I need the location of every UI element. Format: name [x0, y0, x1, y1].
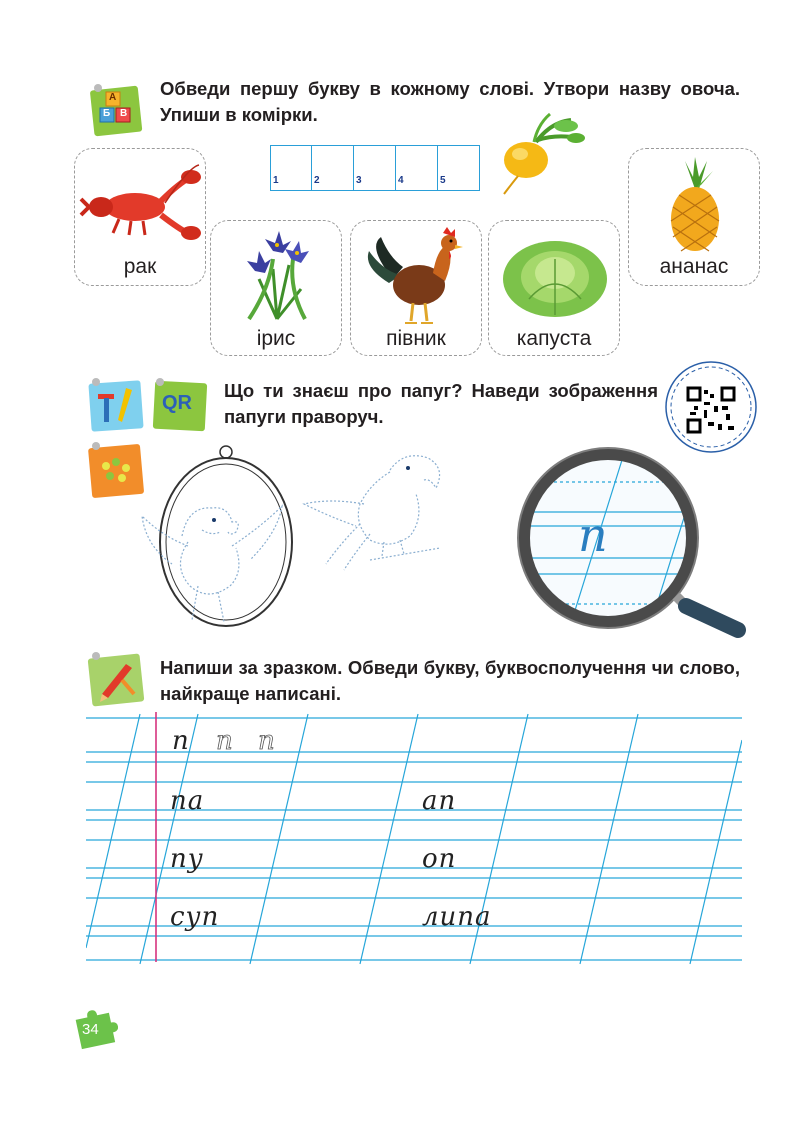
- answer-cell-3[interactable]: [354, 145, 396, 191]
- row3-right: оп: [422, 844, 457, 874]
- brush-pencil-icon: [86, 376, 146, 432]
- answer-cell-4[interactable]: [396, 145, 438, 191]
- magnifier: [512, 440, 752, 640]
- cell-number: 4: [398, 175, 404, 186]
- task1-icon: [86, 80, 146, 138]
- answer-cell-5[interactable]: [438, 145, 480, 191]
- row4-left: суп: [170, 902, 220, 932]
- card-label-iris: ірис: [256, 327, 296, 350]
- card-rooster: [350, 220, 482, 356]
- copybook-lines[interactable]: [86, 712, 742, 968]
- dotted-parrot-tracing: [300, 444, 450, 574]
- task3-instruction: Напиши за зразком. Обведи букву, буквосполучення чи слово, найкраще написані.: [160, 657, 740, 704]
- cell-number: 1: [273, 175, 279, 186]
- card-label-crayfish: рак: [123, 255, 157, 278]
- cell-number: 2: [314, 175, 320, 186]
- page-number: 34: [82, 1021, 99, 1038]
- cabbage-picture: [499, 229, 611, 321]
- task2-instruction: Що ти знаєш про папуг? Наведи зображення папуги праворуч.: [224, 380, 658, 427]
- row2-right: ап: [422, 786, 457, 816]
- answer-cells: [270, 145, 482, 191]
- task1-instruction: Обведи першу букву в кожному слові. Утвори назву овоча. Упиши в комірки.: [160, 78, 740, 125]
- answer-cell-1[interactable]: [270, 145, 312, 191]
- answer-cell-2[interactable]: [312, 145, 354, 191]
- framed-parrot-tracing: [132, 436, 302, 632]
- page-number-badge: [72, 1008, 118, 1050]
- rooster-picture: [363, 227, 471, 327]
- qr-badge-label: QR: [162, 392, 192, 414]
- row3-left: пу: [170, 844, 204, 874]
- pencil-note-icon: [86, 650, 146, 708]
- block-letter-a: А: [109, 92, 117, 103]
- card-cabbage: [488, 220, 620, 356]
- card-pineapple: [628, 148, 760, 286]
- iris-picture: [229, 229, 325, 321]
- card-iris: [210, 220, 342, 356]
- row1-trace-1: п: [216, 726, 234, 756]
- turnip-picture: [496, 112, 586, 196]
- row4-right: липа: [422, 902, 492, 932]
- cell-number: 3: [356, 175, 362, 186]
- card-label-cabbage: капуста: [516, 327, 592, 350]
- card-label-pineapple: ананас: [659, 255, 729, 278]
- block-letter-v: В: [120, 108, 128, 119]
- pineapple-picture: [659, 157, 731, 253]
- cell-number: 5: [440, 175, 446, 186]
- qr-badge-icon: [150, 376, 210, 432]
- card-label-rooster: півник: [386, 327, 446, 350]
- row1-trace-2: п: [258, 726, 276, 756]
- row2-left: па: [170, 786, 205, 816]
- card-crayfish: [74, 148, 206, 286]
- block-letter-b: Б: [103, 108, 111, 119]
- crayfish-picture: [79, 163, 203, 243]
- row1-sample: п: [172, 726, 190, 756]
- magnifier-letter: п: [578, 508, 608, 562]
